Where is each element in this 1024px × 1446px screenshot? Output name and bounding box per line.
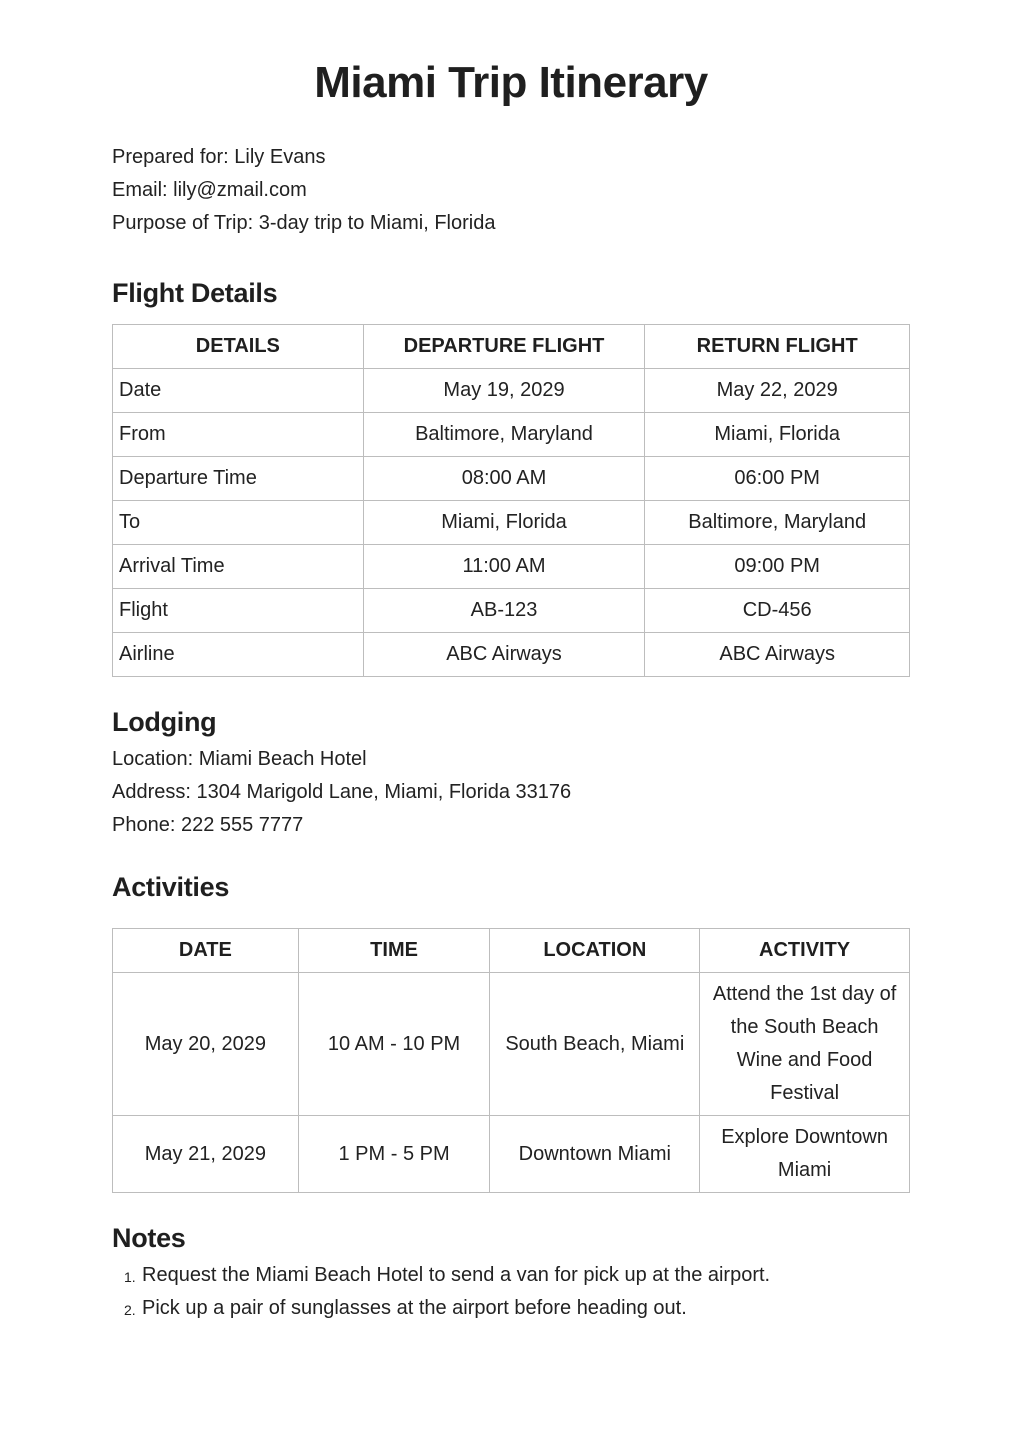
return-value: 09:00 PM	[645, 545, 910, 589]
activity-location: South Beach, Miami	[490, 973, 700, 1116]
row-label: To	[113, 501, 364, 545]
table-row	[113, 501, 910, 545]
column-header: DEPARTURE FLIGHT	[363, 325, 645, 369]
activity-time: 10 AM - 10 PM	[298, 973, 490, 1116]
table-row	[113, 633, 910, 677]
departure-value: AB-123	[363, 589, 645, 633]
table-row	[113, 413, 910, 457]
departure-value: Baltimore, Maryland	[363, 413, 645, 457]
return-value: 06:00 PM	[645, 457, 910, 501]
departure-value: Miami, Florida	[363, 501, 645, 545]
table-row	[113, 545, 910, 589]
activities-table	[112, 928, 910, 1193]
return-value: CD-456	[645, 589, 910, 633]
departure-value: 08:00 AM	[363, 457, 645, 501]
table-row	[113, 973, 910, 1116]
return-value: Miami, Florida	[645, 413, 910, 457]
notes-list	[112, 1259, 770, 1325]
return-value: ABC Airways	[645, 633, 910, 677]
document-title: Miami Trip Itinerary	[314, 58, 708, 107]
flight-details-heading: Flight Details	[112, 278, 278, 308]
activity-description: Attend the 1st day of the South Beach Wine and Food Festival	[700, 973, 910, 1116]
column-header: LOCATION	[490, 929, 700, 973]
table-row	[113, 1116, 910, 1193]
lodging-location: Location: Miami Beach Hotel	[112, 748, 367, 770]
flight-details-table	[112, 324, 910, 677]
lodging-address: Address: 1304 Marigold Lane, Miami, Florida 33176	[112, 781, 572, 803]
activity-date: May 20, 2029	[113, 973, 299, 1116]
lodging-heading: Lodging	[112, 707, 217, 737]
column-header: DETAILS	[113, 325, 364, 369]
row-label: Arrival Time	[113, 545, 364, 589]
row-label: Airline	[113, 633, 364, 677]
prepared-for: Prepared for: Lily Evans	[112, 146, 326, 168]
activity-time: 1 PM - 5 PM	[298, 1116, 490, 1193]
table-row	[113, 589, 910, 633]
column-header: RETURN FLIGHT	[645, 325, 910, 369]
table-header-row	[113, 325, 910, 369]
activities-heading: Activities	[112, 872, 230, 902]
table-row	[113, 457, 910, 501]
lodging-phone: Phone: 222 555 7777	[112, 814, 304, 836]
email: Email: lily@zmail.com	[112, 179, 307, 201]
return-value: Baltimore, Maryland	[645, 501, 910, 545]
departure-value: 11:00 AM	[363, 545, 645, 589]
list-item	[112, 1259, 770, 1292]
column-header: TIME	[298, 929, 490, 973]
list-number: 1.	[124, 1269, 136, 1285]
row-label: Date	[113, 369, 364, 413]
table-header-row	[113, 929, 910, 973]
row-label: Flight	[113, 589, 364, 633]
note-text: Request the Miami Beach Hotel to send a van for pick up at the airport.	[142, 1264, 771, 1286]
table-row	[113, 369, 910, 413]
return-value: May 22, 2029	[645, 369, 910, 413]
activity-description: Explore Downtown Miami	[700, 1116, 910, 1193]
lodging-info	[112, 743, 571, 842]
row-label: Departure Time	[113, 457, 364, 501]
row-label: From	[113, 413, 364, 457]
list-number: 2.	[124, 1302, 136, 1318]
list-item	[112, 1292, 770, 1325]
column-header: ACTIVITY	[700, 929, 910, 973]
activity-location: Downtown Miami	[490, 1116, 700, 1193]
traveler-info	[112, 141, 495, 240]
column-header: DATE	[113, 929, 299, 973]
notes-heading: Notes	[112, 1223, 186, 1253]
departure-value: ABC Airways	[363, 633, 645, 677]
trip-purpose: Purpose of Trip: 3-day trip to Miami, Florida	[112, 212, 496, 234]
departure-value: May 19, 2029	[363, 369, 645, 413]
activity-date: May 21, 2029	[113, 1116, 299, 1193]
note-text: Pick up a pair of sunglasses at the airport before heading out.	[142, 1297, 687, 1319]
